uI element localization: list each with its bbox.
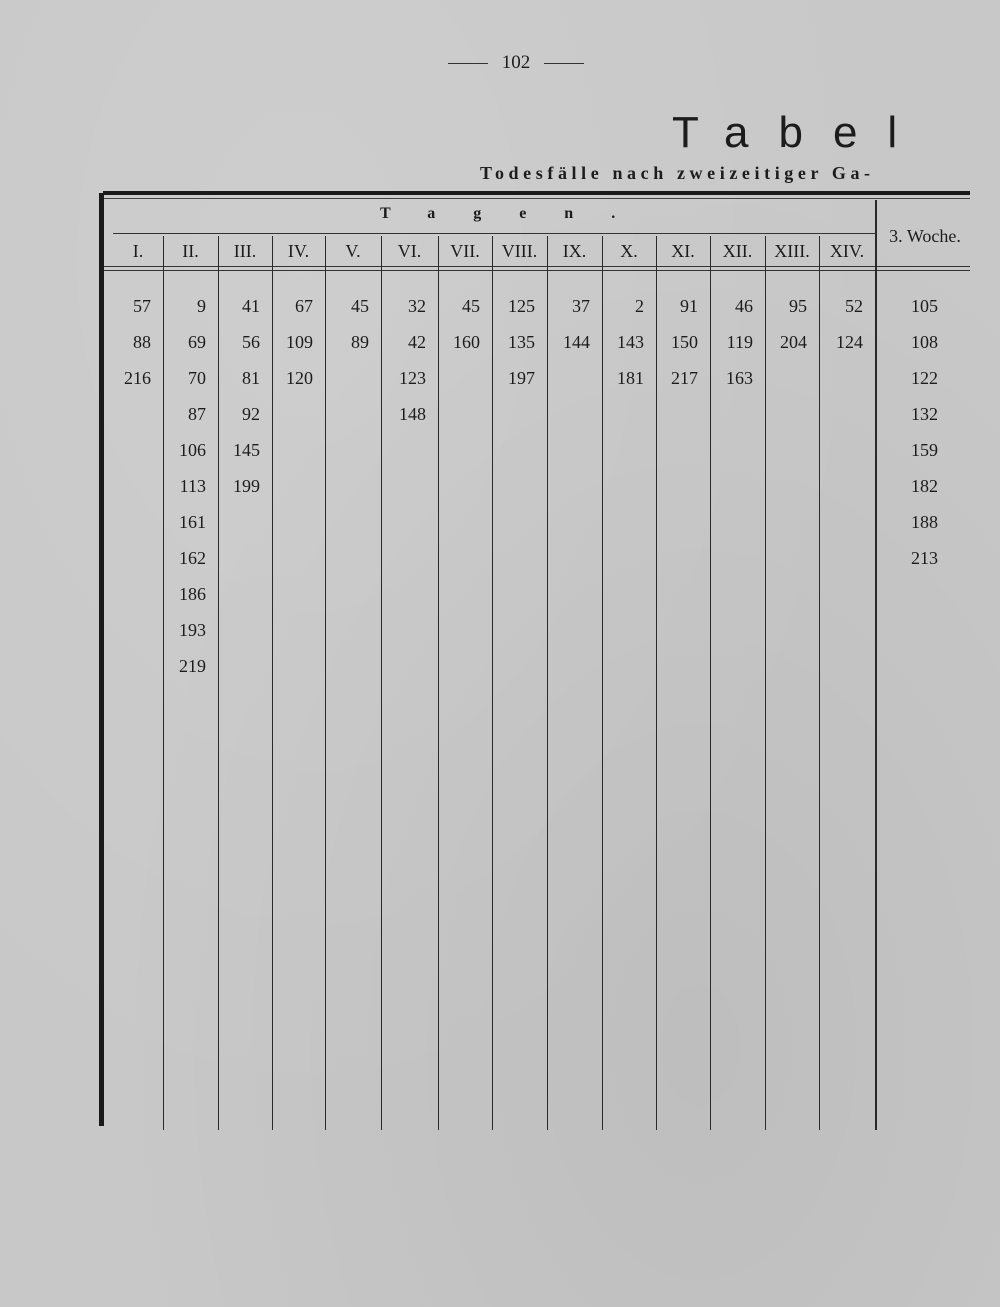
table-cell: 197 [508,368,535,388]
table-cell: 69 [188,332,206,352]
table-cell: 92 [242,404,260,424]
table-cell: 70 [188,368,206,388]
dash-right [544,63,584,64]
column-header: XI. [671,241,695,261]
table-cell: 52 [845,296,863,316]
table-cell: 57 [133,296,151,316]
header-bottom-rule [104,266,970,267]
table-subtitle: Todesfälle nach zweizeitiger Ga- [480,163,875,183]
table-cell: 163 [726,368,753,388]
group-header-tagen: Tagen. [380,205,654,222]
table-cell: 122 [911,368,938,388]
table-cell: 42 [408,332,426,352]
table-cell: 132 [911,404,938,424]
table-cell: 119 [726,332,753,352]
column-header: III. [233,241,257,261]
table-cell: 204 [780,332,807,352]
table-cell: 125 [508,296,535,316]
table-cell: 193 [179,620,206,640]
table-cell: 45 [351,296,369,316]
group-header-rule [113,233,875,234]
table-cell: 217 [671,368,698,388]
table-cell: 135 [508,332,535,352]
table-cell: 81 [242,368,260,388]
table-cell: 95 [789,296,807,316]
column-header: X. [620,241,638,261]
table-cell: 56 [242,332,260,352]
column-header: VI. [397,241,422,261]
column-header: II. [182,241,199,261]
table-cell: 120 [286,368,313,388]
table-cell: 144 [563,332,590,352]
table-cell: 108 [911,332,938,352]
column-header: V. [345,241,361,261]
table-cell: 45 [462,296,480,316]
table-cell: 216 [124,368,151,388]
table-cell: 109 [286,332,313,352]
table-cell: 213 [911,548,938,568]
column-header: XIII. [774,241,810,261]
table-cell: 113 [179,476,206,496]
page-number: 102 [501,52,531,73]
table-cell: 188 [911,512,938,532]
column-divider [875,200,877,1130]
table-top-thin-rule [103,198,970,199]
page-number-line [436,52,596,74]
column-divider [765,236,766,1130]
column-header: VII. [450,241,480,261]
table-cell: 186 [179,584,206,604]
table-cell: 88 [133,332,151,352]
column-header: IV. [287,241,310,261]
table-cell: 41 [242,296,260,316]
table-cell: 89 [351,332,369,352]
column-header: XIV. [829,241,865,261]
table-cell: 9 [197,296,206,316]
table-cell: 91 [680,296,698,316]
table-cell: 87 [188,404,206,424]
table-cell: 150 [671,332,698,352]
column-header: XII. [722,241,753,261]
dash-left [448,63,488,64]
column-header: IX. [562,241,587,261]
table-cell: 124 [836,332,863,352]
table-cell: 145 [233,440,260,460]
table-cell: 37 [572,296,590,316]
table-cell: 32 [408,296,426,316]
column-divider [819,236,820,1130]
table-cell: 148 [399,404,426,424]
column-divider [325,236,326,1130]
table-cell: 160 [453,332,480,352]
table-cell: 2 [635,296,644,316]
table-cell: 219 [179,656,206,676]
table-cell: 105 [911,296,938,316]
table-cell: 199 [233,476,260,496]
table-cell: 182 [911,476,938,496]
table-cell: 67 [295,296,313,316]
column-divider [547,236,548,1130]
table-cell: 159 [911,440,938,460]
table-cell: 46 [735,296,753,316]
table-cell: 123 [399,368,426,388]
column-divider [438,236,439,1130]
column-header-week-3: 3. Woche. [889,226,961,246]
table-cell: 161 [179,512,206,532]
table-cell: 143 [617,332,644,352]
table-top-rule [103,191,970,195]
table-cell: 162 [179,548,206,568]
table-title: Tabel [672,108,928,157]
column-header: VIII. [501,241,538,261]
column-header: I. [132,241,144,261]
header-bottom-rule-double [104,270,970,271]
table-cell: 106 [179,440,206,460]
table-cell: 181 [617,368,644,388]
